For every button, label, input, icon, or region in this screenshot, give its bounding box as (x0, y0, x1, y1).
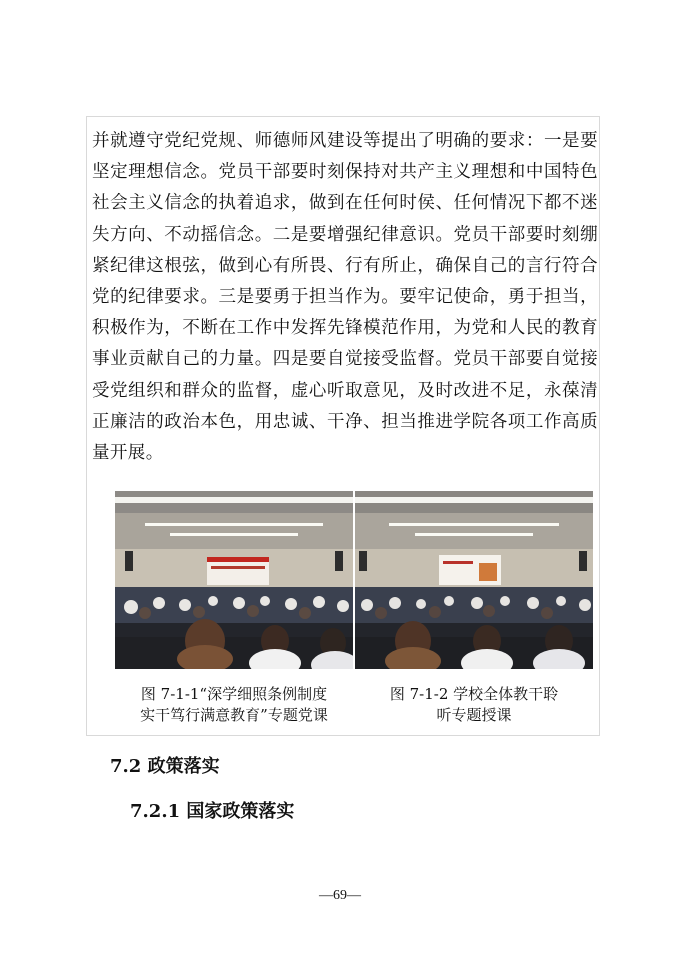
figure-caption-2-line2: 听专题授课 (436, 706, 512, 724)
figure-caption-1-line2: 实干笃行满意教育”专题党课 (140, 706, 328, 724)
lecture-photo-2 (355, 491, 593, 669)
page-number: —69— (319, 888, 361, 903)
lecture-photo-1 (115, 491, 353, 669)
body-paragraph: 并就遵守党纪党规、师德师风建设等提出了明确的要求：一是要坚定理想信念。党员干部要时刻保持对共产主义理想和中国特色社会主义信念的执着追求，做到在任何时侯、任何情况下都不迷失方向、不动摇信念。二是要增强纪律意识。党员干部要时刻绷紧纪律这根弦，做到心有所畏、行有所止，确保自己的言行符合党的纪律要求。三是要勇于担当作为。要牢记使命，勇于担当，积极作为，不断在工作中发挥先锋模范作用，为党和人民的教育事业贡献自己的力量。四是要自觉接受监督。党员干部要自觉接受党组织和群众的监督，虚心听取意见，及时改进不足，永葆清正廉洁的政治本色，用忠诚、干净、担当推进学院各项工作高质量开展。 (92, 131, 598, 464)
section-heading: 7.2 政策落实 (110, 756, 220, 777)
figure-caption-2-line1: 图 7-1-2 学校全体教干聆 (389, 685, 559, 703)
subsection-heading: 7.2.1 国家政策落实 (130, 801, 295, 822)
lecture-photo-2-image (355, 491, 593, 669)
figure-caption-1-line1: 图 7-1-1“深学细照条例制度 (140, 685, 328, 703)
figure-caption-2 (355, 684, 593, 726)
lecture-photo-1-image (115, 491, 353, 669)
figure-caption-1 (115, 684, 353, 726)
